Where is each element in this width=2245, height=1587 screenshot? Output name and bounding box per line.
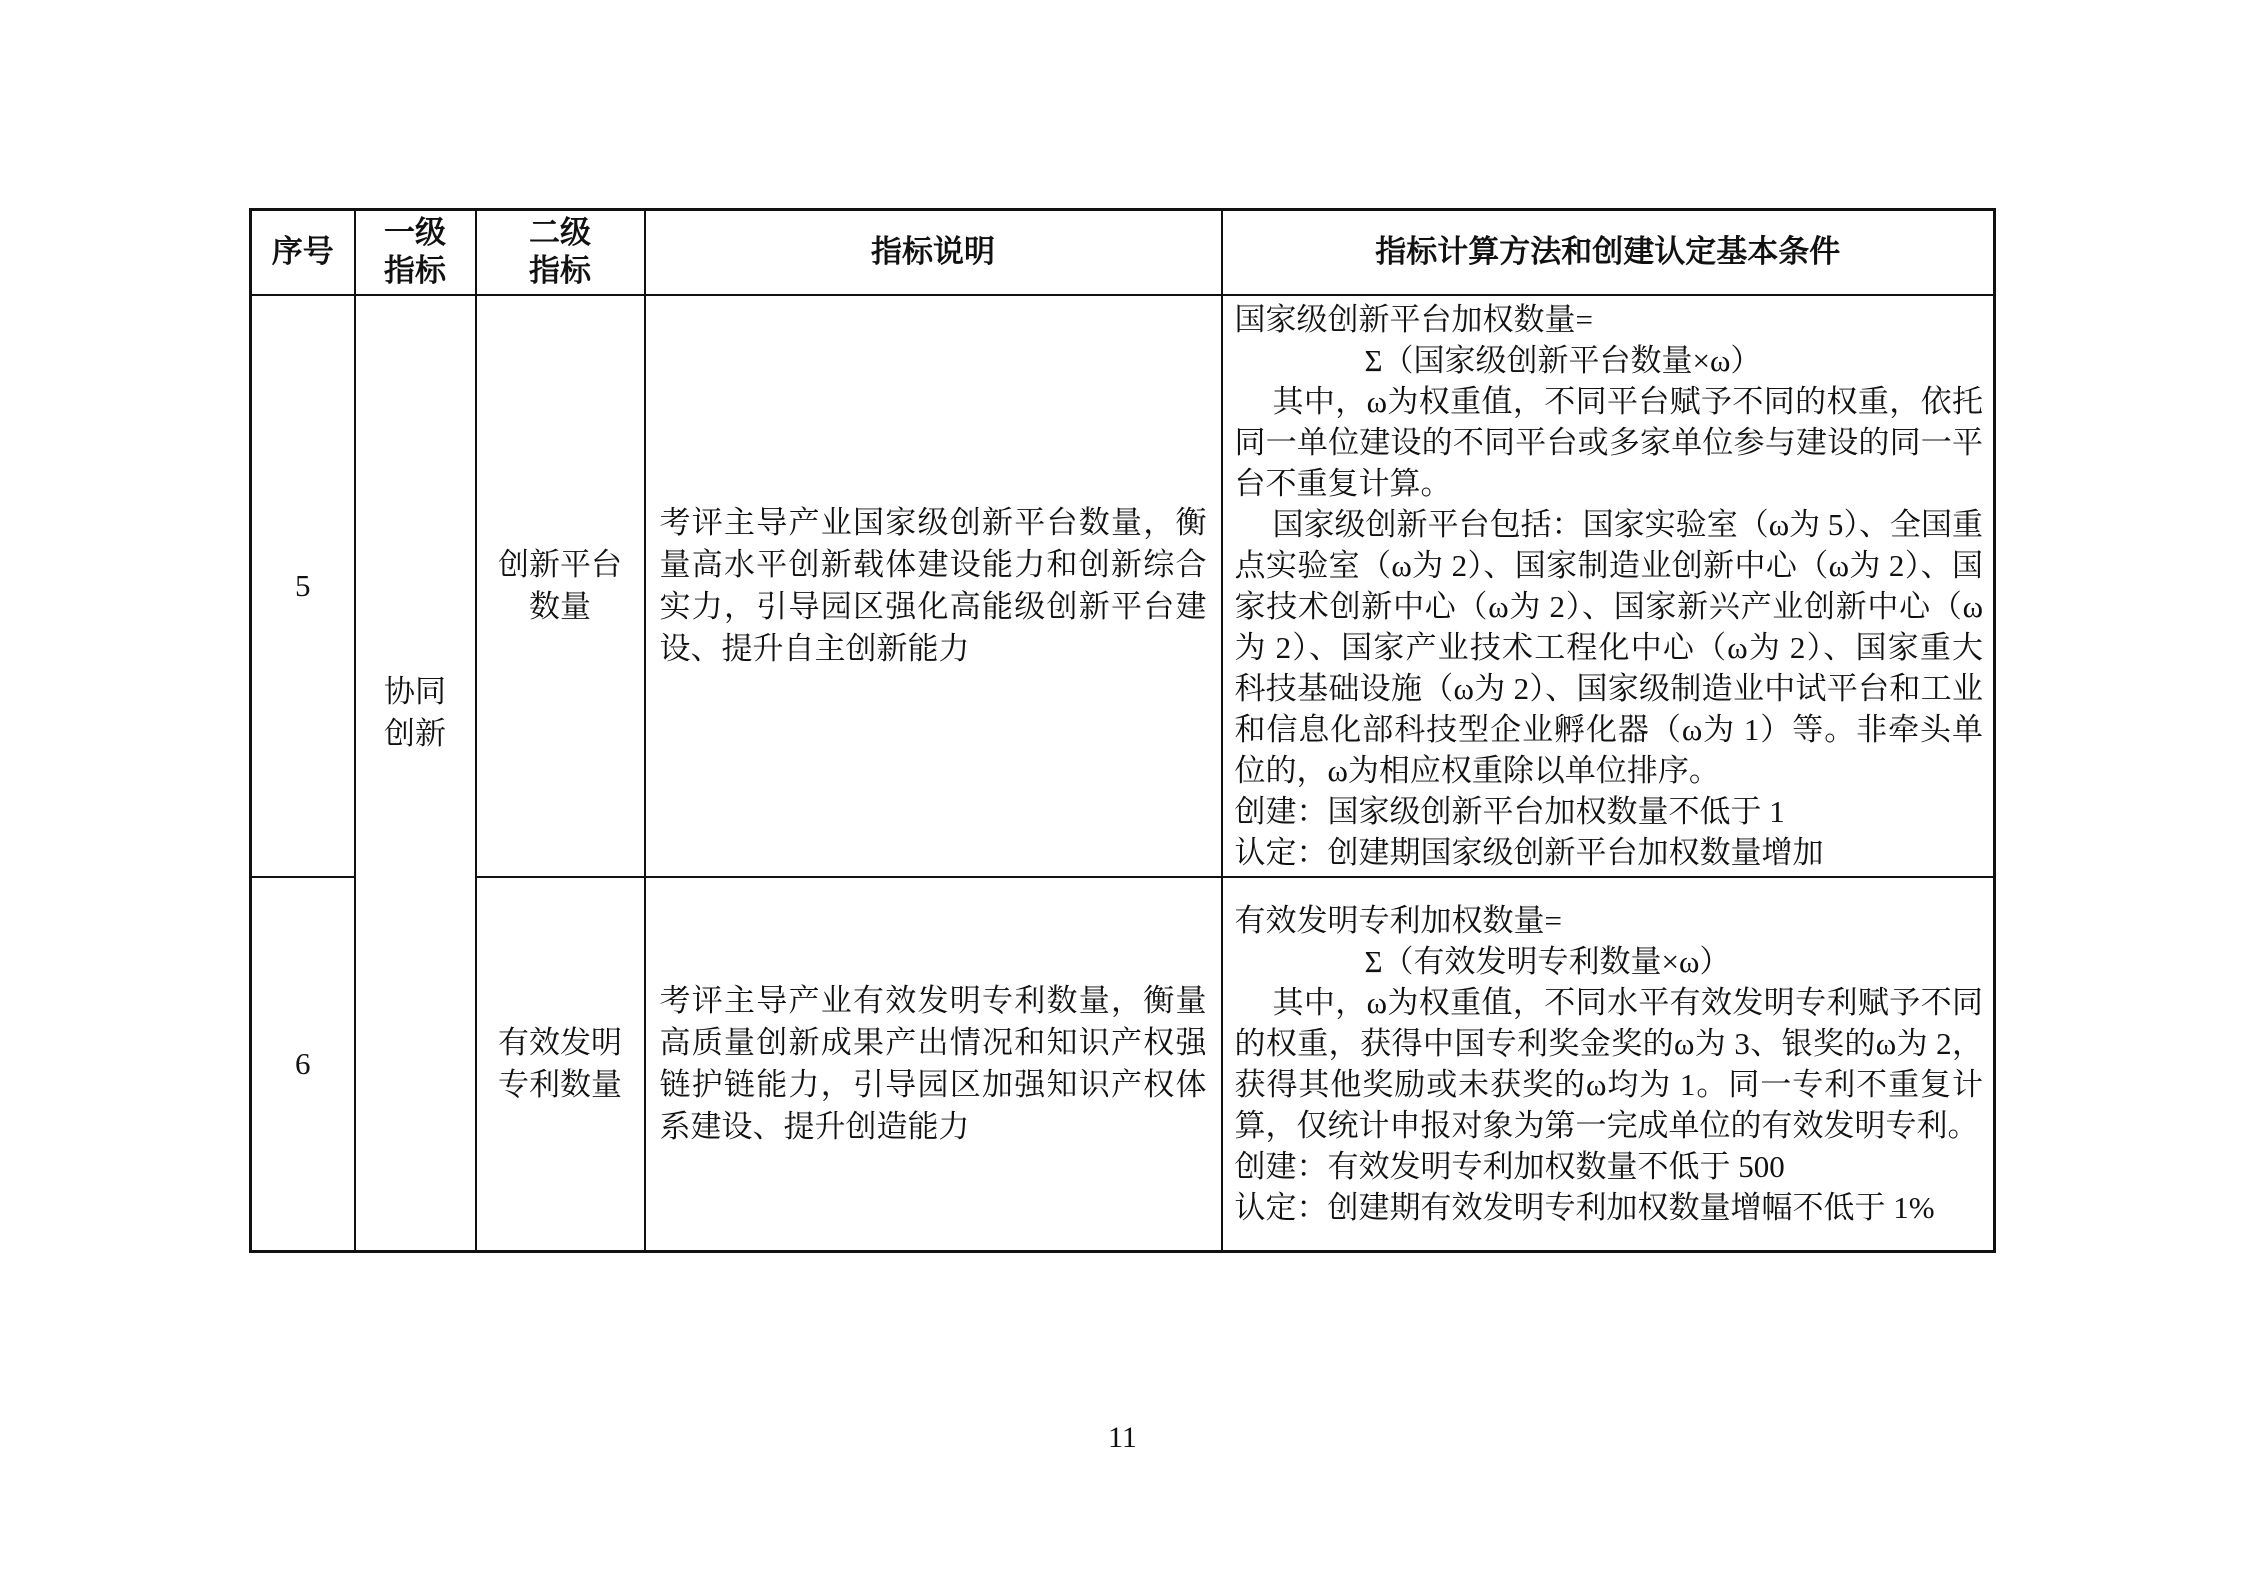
method-5-platform-list: 国家级创新平台包括：国家实验室（ω为 5）、全国重点实验室（ω为 2）、国家制造业创新中心（ω为 2）、国家技术创新中心（ω为 2）、国家新兴产业创新中心（ω为 2）、国家产业技术工程化中心（ω为 2）、国家重大科技基础设施（ω为 2）、国家级制造业中试平台和工业和信息化部科技型企业孵化器（ω为 1）等。非牵头单位的，ω为相应权重除以单位排序。	[1234, 506, 1983, 788]
method-5-certify-cond: 认定：创建期国家级创新平台加权数量增加	[1234, 834, 1824, 870]
header-description	[645, 210, 1222, 295]
cell-method-5	[1222, 295, 1995, 877]
method-5-note-weights: 其中，ω为权重值，不同平台赋予不同的权重，依托同一单位建设的不同平台或多家单位参与建设的同一平台不重复计算。	[1234, 383, 1983, 501]
header-seq	[251, 210, 355, 295]
level1-group-label: 协同创新	[383, 673, 446, 751]
method-5-formula-title: 国家级创新平台加权数量=	[1234, 301, 1593, 337]
cell-level2-6	[476, 877, 645, 1252]
method-5-create-cond: 创建：国家级创新平台加权数量不低于 1	[1234, 793, 1785, 829]
cell-seq-6: 6	[251, 877, 355, 1252]
cell-method-6	[1222, 877, 1995, 1252]
header-method	[1222, 210, 1995, 295]
header-seq-label: 序号	[271, 234, 334, 270]
cell-seq-5: 5	[251, 295, 355, 877]
header-row	[251, 210, 1995, 295]
indicator-table	[249, 208, 1996, 1253]
table-row-5	[251, 295, 1995, 877]
method-5-formula: Σ（国家级创新平台数量×ω）	[1364, 342, 1762, 378]
header-description-label: 指标说明	[871, 234, 995, 270]
cell-description-5: 考评主导产业国家级创新平台数量，衡量高水平创新载体建设能力和创新综合实力，引导园区强化高能级创新平台建设、提升自主创新能力	[645, 295, 1222, 877]
header-level1-label: 一级指标	[383, 215, 446, 289]
method-6-formula: Σ（有效发明专利数量×ω）	[1364, 943, 1731, 979]
cell-level1-group	[355, 295, 476, 1252]
header-level1	[355, 210, 476, 295]
cell-level2-5	[476, 295, 645, 877]
table-row-6	[251, 877, 1995, 1252]
page-number: 11	[1108, 1421, 1137, 1454]
method-6-formula-title: 有效发明专利加权数量=	[1234, 902, 1562, 938]
header-level2	[476, 210, 645, 295]
header-method-label: 指标计算方法和创建认定基本条件	[1375, 234, 1841, 270]
method-6-create-cond: 创建：有效发明专利加权数量不低于 500	[1234, 1148, 1785, 1184]
header-level2-label: 二级指标	[528, 215, 591, 289]
method-6-certify-cond: 认定：创建期有效发明专利加权数量增幅不低于 1%	[1234, 1189, 1935, 1225]
level2-label-6: 有效发明专利数量	[498, 1024, 622, 1102]
level2-label-5: 创新平台数量	[498, 546, 622, 624]
cell-description-6: 考评主导产业有效发明专利数量，衡量高质量创新成果产出情况和知识产权强链护链能力，引导园区加强知识产权体系建设、提升创造能力	[645, 877, 1222, 1252]
method-6-note-weights: 其中，ω为权重值，不同水平有效发明专利赋予不同的权重，获得中国专利奖金奖的ω为 3、银奖的ω为 2，获得其他奖励或未获奖的ω均为 1。同一专利不重复计算，仅统计申报对象为第一完成单位的有效发明专利。	[1234, 984, 1983, 1143]
